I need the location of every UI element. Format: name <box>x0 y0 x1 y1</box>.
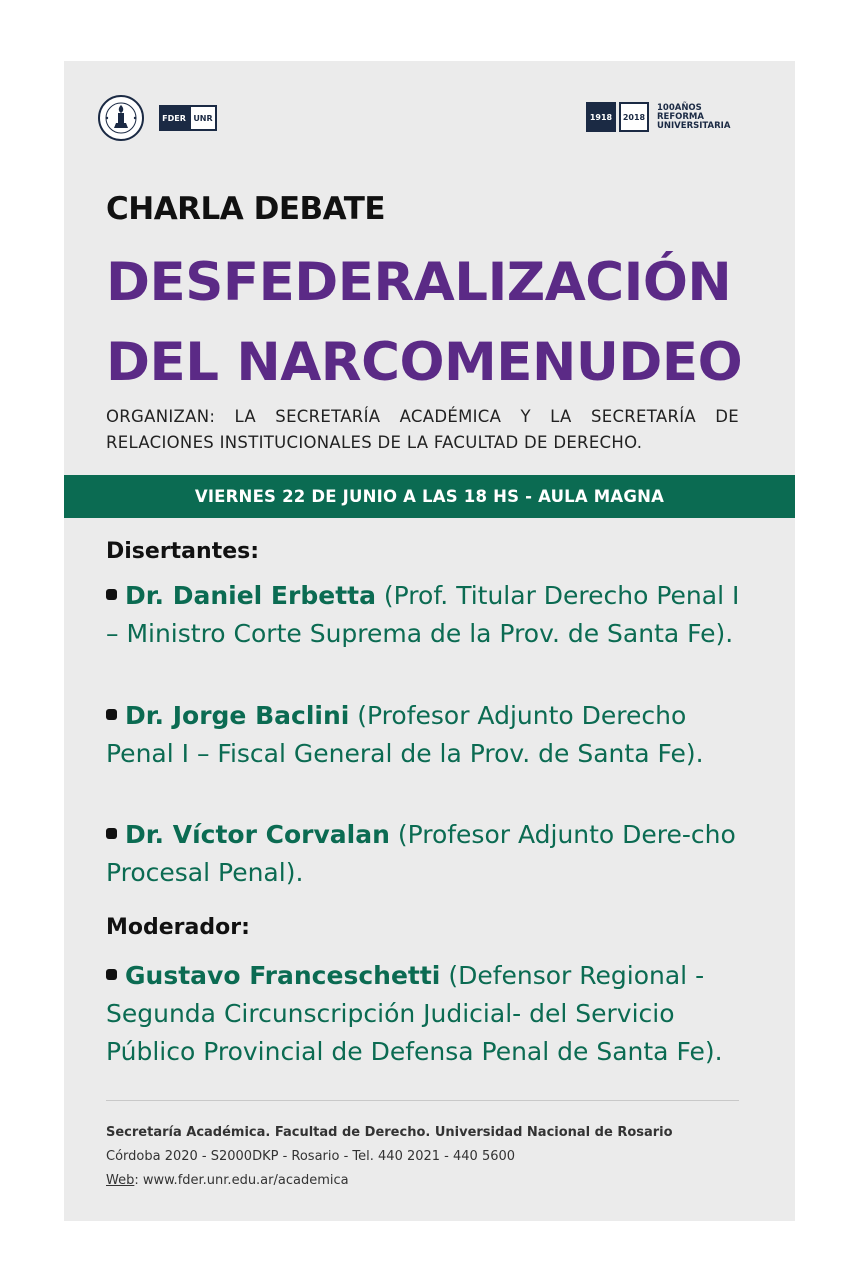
organizers-text: ORGANIZAN: LA SECRETARÍA ACADÉMICA Y LA SECRETARÍA DE RELACIONES INSTITUCIONALES DE LA FACULTAD DE DERECHO. <box>106 407 739 452</box>
reform-text <box>657 104 730 131</box>
speaker-item <box>106 577 746 653</box>
footer <box>106 1121 673 1193</box>
speakers-heading: Disertantes: <box>106 539 260 564</box>
year-end: 2018 <box>619 102 649 132</box>
fder-logo: FDER <box>159 105 189 131</box>
moderator-heading: Moderador: <box>106 915 250 940</box>
reform-centenary-logo <box>586 102 730 132</box>
moderator-name: Gustavo Franceschetti <box>125 961 441 990</box>
university-seal-logo <box>98 95 144 141</box>
headline-line-1: DESFEDERALIZACIÓN <box>106 252 732 313</box>
speaker-name: Dr. Jorge Baclini <box>125 701 350 730</box>
event-date-band <box>64 475 795 518</box>
bullet-icon <box>106 589 117 600</box>
bullet-icon <box>106 828 117 839</box>
footer-address: Córdoba 2020 - S2000DKP - Rosario - Tel. 440 2021 - 440 5600 <box>106 1149 516 1164</box>
poster <box>64 61 795 1221</box>
speaker-role: (Profesor Adjunto Dere-cho Procesal Penal). <box>106 820 736 887</box>
reform-line-1: 100AÑOS <box>657 102 702 113</box>
speaker-item <box>106 697 746 773</box>
footer-institution: Secretaría Académica. Facultad de Derecho. Universidad Nacional de Rosario <box>106 1125 673 1140</box>
moderator-role: (Defensor Regional -Segunda Circunscripción Judicial- del Servicio Público Provincial de Defensa Penal de Santa Fe). <box>106 961 723 1066</box>
bullet-icon <box>106 709 117 720</box>
web-label: Web <box>106 1173 135 1188</box>
speaker-name: Dr. Daniel Erbetta <box>125 581 376 610</box>
speaker-item <box>106 816 746 892</box>
web-url[interactable]: : www.fder.unr.edu.ar/academica <box>134 1173 349 1188</box>
year-start: 1918 <box>586 102 616 132</box>
speaker-name: Dr. Víctor Corvalan <box>125 820 390 849</box>
footer-divider <box>106 1100 739 1101</box>
unr-logo: UNR <box>189 105 217 131</box>
reform-line-3: UNIVERSITARIA <box>657 120 731 131</box>
reform-line-2: REFORMA <box>657 111 704 122</box>
speaker-role: (Profesor Adjunto Derecho Penal I – Fiscal General de la Prov. de Santa Fe). <box>106 701 704 768</box>
moderator-item <box>106 957 746 1071</box>
speaker-role: (Prof. Titular Derecho Penal I – Ministro Corte Suprema de la Prov. de Santa Fe). <box>106 581 740 648</box>
bullet-icon <box>106 969 117 980</box>
footer-web <box>106 1169 673 1193</box>
event-kicker: CHARLA DEBATE <box>106 191 386 227</box>
event-date-text: VIERNES 22 DE JUNIO A LAS 18 HS - AULA MAGNA <box>194 487 665 506</box>
fder-unr-logo <box>159 105 217 131</box>
headline-line-2: DEL NARCOMENUDEO <box>106 332 743 393</box>
